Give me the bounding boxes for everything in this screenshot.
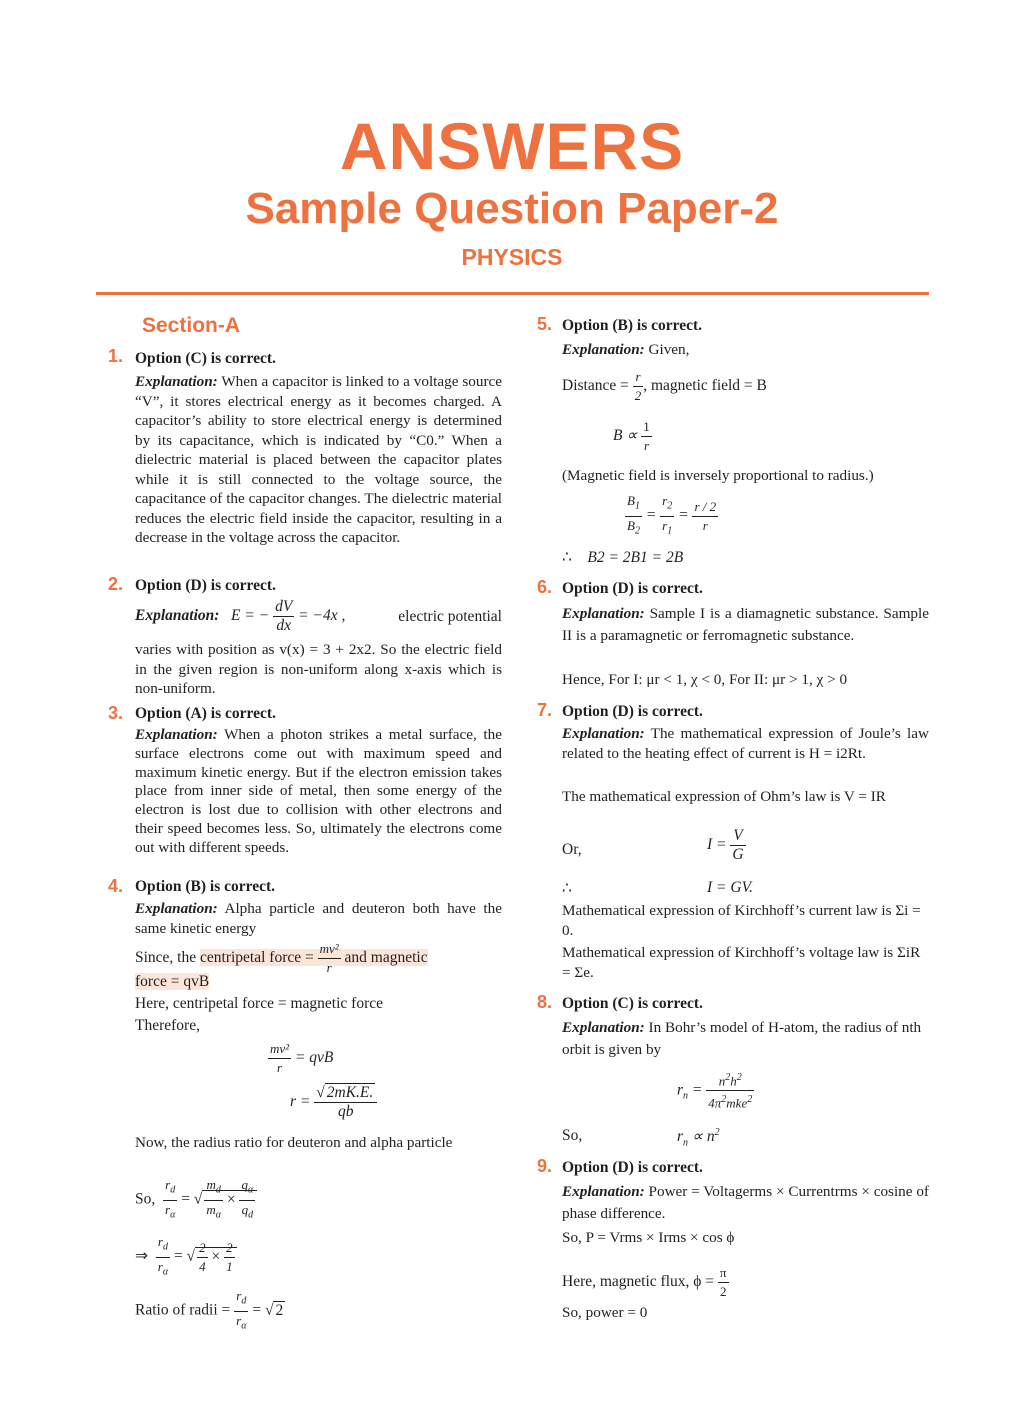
q9-ex-text: Power = Voltagerms × Currentrms × cosine of phase difference.	[562, 1183, 929, 1222]
q8-option: Option (C) is correct.	[562, 995, 703, 1012]
q8-rn-frac	[706, 1069, 754, 1113]
question-number-5: 5.	[537, 314, 553, 334]
q5-result: B2 = 2B1 = 2B	[587, 549, 684, 566]
q4-implies: ⇒ $\frac{r_d}{r_\alpha}$ = √ $\frac{2}{4}$ × $\frac{2}{1}$	[135, 1233, 237, 1281]
q6-ex-label: Explanation:	[562, 605, 645, 622]
q5-note: (Magnetic field is inversely proportional to radius.)	[562, 467, 874, 484]
q5-b-prop	[613, 418, 652, 455]
q5-mag: , magnetic field = B	[643, 377, 767, 395]
q7-i-eq	[707, 827, 746, 864]
q4-since-d: force = qvB	[135, 973, 210, 990]
q6-hence: Hence, For I: μr < 1, χ < 0, For II: μr > 1, χ > 0	[562, 671, 848, 688]
q3-ex-label: Explanation:	[135, 726, 218, 743]
q4-mv2: mv²	[318, 940, 341, 959]
q4-since-a: Since, the	[135, 949, 200, 967]
q9-so-p: So, P = Vrms × Irms × cos ϕ	[562, 1229, 735, 1246]
q4-r: r	[326, 960, 332, 975]
q7-i-label: I =	[707, 836, 727, 854]
q5-distance	[562, 368, 767, 405]
q4-sqrt-nums: $\frac{2}{4}$ × $\frac{2}{1}$	[195, 1247, 237, 1265]
q8-rn-num: $n^2h^2$	[706, 1069, 754, 1091]
q5-b1-b2	[625, 492, 642, 540]
q2-frac-den: dx	[276, 617, 291, 634]
q9-pi-over-2	[718, 1264, 729, 1301]
q4-eq2	[290, 1084, 377, 1121]
q6-option: Option (D) is correct.	[562, 580, 703, 597]
q4-frac-2-1	[224, 1239, 235, 1276]
q4-one: 1	[226, 1258, 233, 1274]
q4-rd-ra	[163, 1176, 177, 1224]
q8-explanation	[562, 1017, 929, 1060]
question-number-3: 3.	[108, 703, 124, 723]
q5-one-over-r	[641, 418, 652, 455]
q5-r1: $r_1$	[662, 517, 673, 537]
question-number-2: 2.	[108, 574, 124, 594]
q7-or: Or,	[562, 841, 582, 858]
q4-eq1-rhs: = qvB	[294, 1049, 334, 1067]
subject-label: PHYSICS	[461, 244, 563, 270]
q4-rd: $r_d$	[163, 1176, 177, 1201]
q8-rn-den: $4\pi^2mke^2$	[708, 1094, 753, 1111]
q4-qa-qd	[239, 1176, 255, 1224]
q3-explanation	[108, 726, 502, 858]
q4-ex-label: Explanation:	[135, 900, 218, 917]
q5-b2: $B_2$	[627, 517, 640, 537]
q4-sqrt-ratio: $\frac{m_d}{m_\alpha}$ × $\frac{q_\alpha}{q_d}$	[202, 1190, 257, 1208]
q5-one: 1	[641, 418, 652, 437]
q5-r-half: r / 2	[692, 498, 718, 517]
question-number-4: 4.	[108, 876, 124, 896]
q8-ex-label: Explanation:	[562, 1019, 645, 1036]
question-number-8: 8.	[537, 992, 553, 1012]
q9-pi: π	[718, 1264, 729, 1283]
q5-b1: $B_1$	[625, 492, 642, 517]
q7-kcl: Mathematical expression of Kirchhoff’s current law is Σi = 0.	[562, 902, 921, 939]
q7-explanation	[562, 724, 929, 763]
question-number-1: 1.	[108, 346, 124, 366]
q7-g: G	[732, 846, 744, 863]
q5-b-prop-label: B ∝	[613, 427, 638, 445]
q3-ex-text: When a photon strikes a metal surface, the surface electrons come out with maximum speed and maximum kinetic energy. But if the electron emission takes place from inner side of metal, then some energy of the electron is lost due to collision with other electrons and their speed becomes less. So, ultimately the electrons come out with different speeds.	[135, 726, 502, 856]
q9-option: Option (D) is correct.	[562, 1159, 703, 1176]
q4-sqrt2: 2	[275, 1301, 284, 1319]
q6-ex-text: Sample I is a diamagnetic substance. Sample II is a paramagnetic or ferromagnetic substance.	[562, 605, 929, 644]
q4-eq2-den: qb	[338, 1103, 354, 1120]
q4-eq2-radicand: 2mK.E.	[326, 1084, 374, 1101]
q7-option: Option (D) is correct.	[562, 703, 703, 720]
q5-ex-label: Explanation:	[562, 341, 645, 358]
q4-eq1-den: r	[277, 1060, 283, 1075]
q2-option: Option (D) is correct.	[135, 577, 276, 594]
q7-ex-text: The mathematical expression of Joule’s law related to the heating effect of current is H = i2Rt.	[562, 725, 929, 762]
q4-four: 4	[199, 1258, 206, 1274]
q4-ra-3: $r_\alpha$	[236, 1312, 247, 1332]
q7-therefore: ∴	[562, 880, 572, 897]
header-divider	[96, 292, 929, 295]
q4-eq1-num: mv²	[268, 1040, 291, 1059]
q2-text: varies with position as v(x) = 3 + 2x2. So the electric field in the given region is non-uniform along x-axis which is non-uniform.	[135, 641, 502, 697]
q5-r2: $r_2$	[660, 492, 674, 517]
question-number-7: 7.	[537, 700, 553, 720]
q7-i-gv: I = GV.	[707, 879, 753, 896]
q5-ratio-eq: $\frac{B_1}{B_2}$ = $\frac{r_2}{r_1}$ = $\frac{r / 2}{r}$	[625, 492, 718, 540]
q4-ma: $m_\alpha$	[206, 1201, 221, 1221]
q7-v-over-g	[730, 827, 745, 864]
q4-md: $m_d$	[204, 1176, 223, 1201]
q4-since-b: centripetal force =	[200, 949, 314, 967]
q4-rd-2: $r_d$	[156, 1233, 170, 1258]
q9-two: 2	[719, 1284, 727, 1299]
page-title: ANSWERS	[339, 109, 685, 183]
q8-so: So,	[562, 1127, 583, 1144]
q5-explanation	[562, 340, 929, 360]
q2-eq-rhs: = −4x ,	[298, 607, 346, 625]
q4-two-b: 2	[224, 1239, 235, 1258]
page-subtitle: Sample Question Paper-2	[245, 184, 779, 233]
q4-here: Here, centripetal force = magnetic force	[135, 995, 383, 1012]
q2-eq-lhs: E = −	[231, 607, 270, 625]
q5-r-den2: r	[702, 517, 708, 533]
q5-result-line	[562, 548, 683, 567]
q7-ex-label: Explanation:	[562, 725, 645, 742]
q9-explanation	[562, 1181, 929, 1224]
q5-option: Option (B) is correct.	[562, 317, 703, 334]
section-heading: Section-A	[142, 314, 241, 337]
q4-therefore: Therefore,	[135, 1017, 200, 1034]
q4-eq1-frac	[268, 1040, 291, 1077]
q5-ex-text: Given,	[644, 341, 690, 358]
q1-explanation	[108, 372, 502, 548]
q4-mv2-frac	[318, 940, 341, 977]
q5-r-over-2	[633, 368, 644, 405]
q4-centripetal-highlight	[200, 941, 428, 975]
q3-option: Option (A) is correct.	[135, 705, 276, 722]
q4-ratio-radii: Ratio of radii = $\frac{r_d}{r_\alpha}$ = √ 2	[135, 1287, 285, 1335]
q5-r: r	[633, 368, 644, 387]
q2-fraction	[273, 598, 294, 635]
q4-rd-ra-2	[156, 1233, 170, 1281]
q5-distance-label: Distance =	[562, 377, 629, 395]
q4-qd: $q_d$	[241, 1201, 254, 1221]
q2-eq-tail: electric potential	[398, 608, 502, 625]
q4-md-ma	[204, 1176, 223, 1224]
q1-option: Option (C) is correct.	[135, 350, 276, 367]
q5-r2-r	[692, 498, 718, 535]
q4-eq2-lhs: r =	[290, 1093, 311, 1111]
q4-ratio: Ratio of radii =	[135, 1301, 231, 1319]
question-number-6: 6.	[537, 577, 553, 597]
q4-since-c: and magnetic	[344, 949, 428, 967]
q4-eq1	[268, 1040, 333, 1077]
q8-rn-prop: $r_n \propto n^2$	[677, 1127, 720, 1149]
q4-force-line	[135, 973, 209, 991]
q4-qa: $q_\alpha$	[239, 1176, 255, 1201]
q7-v: V	[730, 827, 745, 846]
q4-ex-text: Alpha particle and deuteron both have the same kinetic energy	[135, 900, 502, 937]
q6-explanation	[562, 603, 929, 646]
q7-kvl: Mathematical expression of Kirchhoff’s voltage law is ΣiR = Σe.	[562, 944, 921, 981]
question-number-9: 9.	[537, 1156, 553, 1176]
q4-eq2-num: √ 2mK.E.	[314, 1084, 377, 1103]
q4-so: So,	[135, 1190, 156, 1208]
q9-flux: Here, magnetic flux, ϕ =	[562, 1273, 715, 1291]
q4-since-line	[135, 940, 428, 977]
q5-two: 2	[634, 388, 642, 403]
q2-equation	[135, 598, 345, 635]
q7-ohm: The mathematical expression of Ohm’s law is V = IR	[562, 788, 886, 805]
q2-ex-label: Explanation:	[135, 607, 220, 625]
q4-explanation	[108, 899, 502, 938]
q2-frac-num: dV	[275, 598, 293, 615]
q4-ra-2: $r_\alpha$	[157, 1258, 169, 1278]
q4-now: Now, the radius ratio for deuteron and alpha particle	[135, 1134, 453, 1151]
q4-eq2-frac	[314, 1084, 377, 1121]
q4-rd-ra-3	[234, 1287, 248, 1335]
q8-ex-text: In Bohr’s model of H-atom, the radius of nth orbit is given by	[562, 1019, 922, 1058]
q4-option: Option (B) is correct.	[135, 878, 276, 895]
q4-arrow: ⇒	[135, 1247, 148, 1265]
q5-r2-r1	[660, 492, 674, 540]
q9-power: So, power = 0	[562, 1304, 648, 1321]
q9-ex-label: Explanation:	[562, 1183, 645, 1200]
q5-r-den: r	[644, 438, 650, 453]
q4-frac-2-4	[197, 1239, 208, 1276]
q4-rd-3: $r_d$	[234, 1287, 248, 1312]
q4-ra: $r_\alpha$	[165, 1201, 176, 1221]
q4-two: 2	[197, 1239, 208, 1258]
q8-rn-eq: $r_n$ = $n^2h^2$ $4\pi^2mke^2$	[677, 1069, 754, 1113]
q1-ex-text: When a capacitor is linked to a voltage source “V”, it stores electrical energy as it becomes charged. A capacitor’s ability to store electrical energy is determined by its capacitance, which is indicated by “C0.” When a dielectric material is placed between the capacitor plates while it is still connected to the voltage source, the capacitance of the capacitor changes. The dielectric material reduces the electric field inside the capacitor, resulting in a decrease in the voltage across the capacitor.	[135, 373, 502, 546]
q1-ex-label: Explanation:	[135, 373, 218, 390]
q4-so-ratio: So, $\frac{r_d}{r_\alpha}$ = √ $\frac{m_d}{m_\alpha}$ × $\frac{q_\alpha}{q_d}$	[135, 1176, 257, 1224]
q5-therefore: ∴	[562, 549, 572, 566]
q9-flux-line	[562, 1264, 729, 1301]
